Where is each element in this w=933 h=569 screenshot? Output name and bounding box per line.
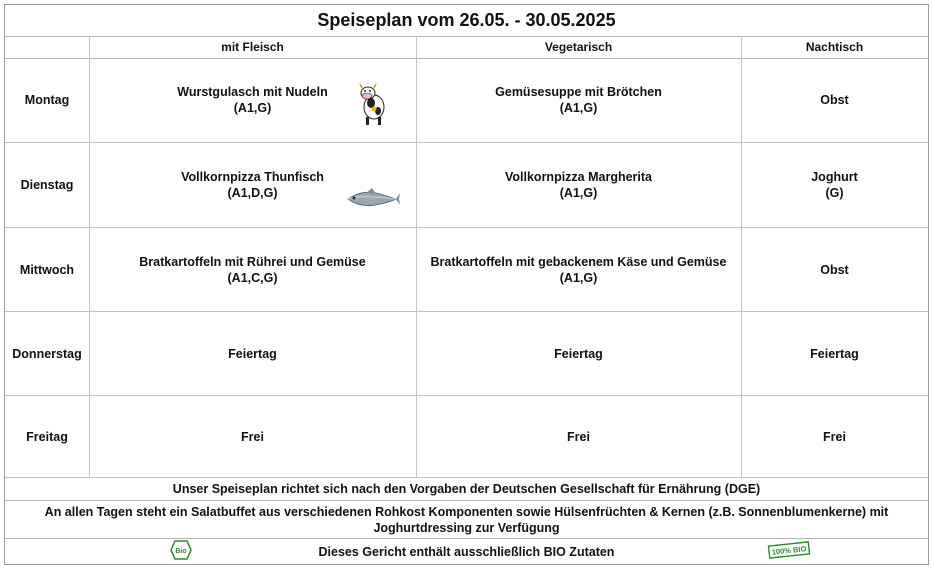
meal-nachtisch: Frei [823, 429, 846, 444]
meal-vegetarisch: Vollkornpizza Margherita (A1,G) [504, 170, 652, 200]
dge-note: Unser Speiseplan richtet sich nach den Vorgaben der Deutschen Gesellschaft für Ernährung (DGE) [5, 478, 928, 501]
table-row [5, 312, 928, 396]
svg-text:100% BIO: 100% BIO [771, 544, 807, 557]
meal-fleisch: Wurstgulasch mit Nudeln (A1,G) [177, 85, 328, 115]
table-row [5, 143, 928, 228]
column-header-row [5, 36, 928, 59]
meal-vegetarisch: Bratkartoffeln mit gebackenem Käse und Gemüse (A1,G) [430, 254, 727, 285]
meal-vegetarisch: Feiertag [554, 346, 603, 361]
meal-nachtisch: Joghurt (G) [811, 170, 858, 200]
table-row [5, 396, 928, 478]
meal-nachtisch: Feiertag [810, 346, 859, 361]
meal-nachtisch: Obst [820, 93, 849, 107]
meal-fleisch: Vollkornpizza Thunfisch (A1,D,G) [181, 170, 324, 200]
meal-nachtisch: Obst [820, 262, 849, 277]
day-label: Mittwoch [19, 262, 75, 277]
svg-text:Bio: Bio [175, 548, 187, 555]
meal-fleisch: Feiertag [228, 346, 277, 361]
column-header-fleisch: mit Fleisch [221, 40, 284, 54]
day-label: Donnerstag [12, 346, 82, 361]
bio-seal-icon [170, 540, 192, 560]
table-row [5, 228, 928, 312]
fish-icon [346, 186, 400, 212]
day-label: Montag [24, 93, 70, 107]
salad-note: An allen Tagen steht ein Salatbuffet aus verschiedenen Rohkost Komponenten sowie Hülsenfrüchten & Kernen (z.B. Sonnenblumenkerne) mit Joghurtdressing zur Verfügung [5, 501, 928, 539]
table-row [5, 58, 928, 143]
cow-icon [356, 83, 388, 127]
column-header-nachtisch: Nachtisch [805, 40, 864, 54]
meal-vegetarisch: Gemüsesuppe mit Brötchen (A1,G) [495, 85, 662, 115]
bio-note: Dieses Gericht enthält ausschließlich BIO Zutaten [318, 545, 615, 559]
day-label: Freitag [26, 429, 68, 444]
meal-fleisch: Frei [241, 429, 264, 444]
column-header-vegetarisch: Vegetarisch [544, 40, 613, 54]
menu-sheet [4, 4, 929, 565]
meal-vegetarisch: Frei [567, 429, 590, 444]
meal-fleisch: Bratkartoffeln mit Rührei und Gemüse (A1,C,G) [139, 254, 366, 285]
page-title: Speiseplan vom 26.05. - 30.05.2025 [5, 5, 928, 37]
day-label: Dienstag [20, 178, 74, 192]
bio-stamp-icon [767, 541, 811, 559]
